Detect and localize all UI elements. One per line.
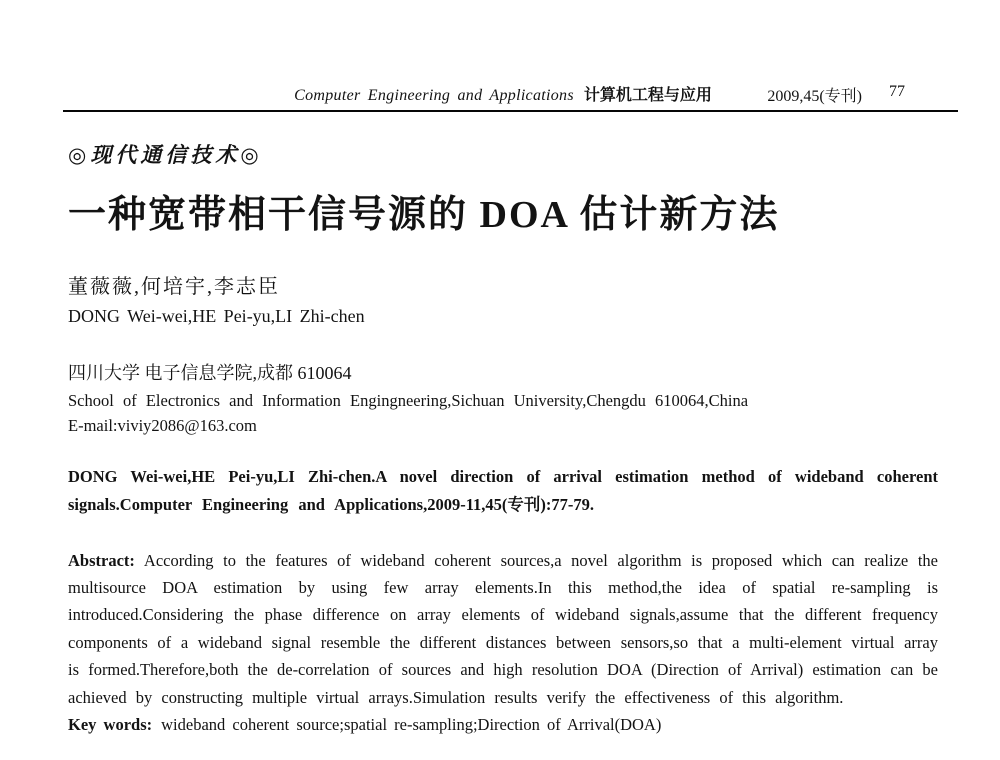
abstract-text: According to the features of wideband coherent sources,a novel algorithm is proposed which can realize the multisource DOA estimation by using few array elements.In this method,the idea of spatial re-sampling is introduced.Considering the phase difference on array elements of wideband signals,assume that the different frequency components of a wideband signal resemble the different distances between sensors,so that a multi-element virtual array is formed.Therefore,both the de-correlation of sources and high resolution DOA (Direction of Arrival) estimation can be achieved by constructing multiple virtual arrays.Simulation results verify the effectiveness of this algorithm. [68,550,938,707]
authors-english: DONG Wei-wei,HE Pei-yu,LI Zhi-chen [68,305,365,326]
authors-chinese: 董薇薇,何培宇,李志臣 [68,275,280,298]
affiliation-chinese: 四川大学 电子信息学院,成都 610064 [68,362,352,383]
journal-name-english: Computer Engineering and Applications [294,87,574,104]
page-number: 77 [889,83,905,100]
affiliation-english: School of Electronics and Information Engingneering,Sichuan University,Chengdu 610064,China [68,390,749,410]
keywords-text: wideband coherent source;spatial re-sampling;Direction of Arrival(DOA) [161,714,662,734]
journal-issue: 2009,45(专刊) [767,88,862,105]
header-rule [63,110,958,112]
keywords-paragraph [68,711,938,738]
journal-name-chinese: 计算机工程与应用 [583,87,712,104]
abstract-paragraph [68,547,938,711]
column-section-label: ◎现代通信技术◎ [68,143,263,167]
keywords-label: Key words: [68,714,153,734]
running-head [68,82,938,103]
journal-name [294,82,712,105]
english-citation: DONG Wei-wei,HE Pei-yu,LI Zhi-chen.A novel direction of arrival estimation method of wideband coherent signals.Computer Engineering and Applications,2009-11,45(专刊):77-79. [68,466,938,514]
paper-title: 一种宽带相干信号源的 DOA 估计新方法 [68,194,780,236]
author-email: E-mail:viviy2086@163.com [68,415,257,435]
abstract-label: Abstract: [68,550,135,570]
